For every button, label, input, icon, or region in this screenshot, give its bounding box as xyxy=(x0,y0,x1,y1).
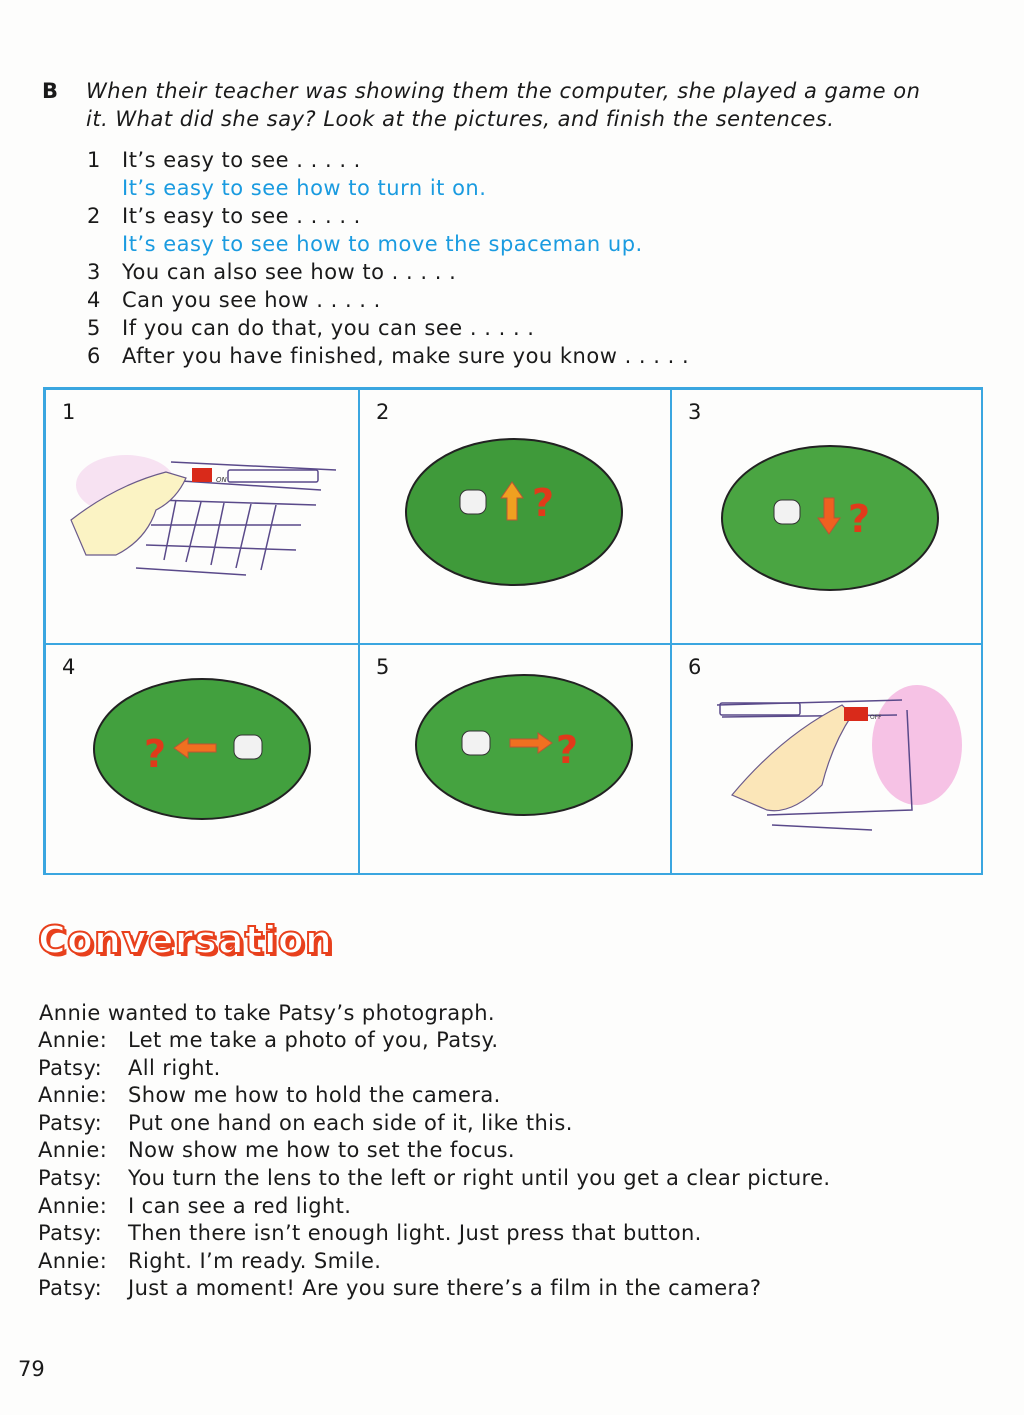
speaker: Patsy: xyxy=(38,1221,103,1246)
panel-number: 6 xyxy=(688,655,702,679)
panel-number: 1 xyxy=(62,400,76,424)
speaker: Annie: xyxy=(38,1138,108,1163)
speaker: Annie: xyxy=(38,1083,108,1108)
line-text: Just a moment! Are you sure there’s a film in the camera? xyxy=(128,1276,762,1301)
item-text: If you can do that, you can see . . . . . xyxy=(122,316,535,340)
instruction-line: When their teacher was showing them the computer, she played a game on xyxy=(86,79,921,103)
item-number: 6 xyxy=(87,344,101,368)
exercise-letter: B xyxy=(42,79,59,103)
page-number: 79 xyxy=(18,1357,45,1381)
on-button xyxy=(192,468,212,482)
line-text: Right. I’m ready. Smile. xyxy=(128,1248,382,1273)
picture-panel-1 xyxy=(45,389,359,644)
line-text: Put one hand on each side of it, like this. xyxy=(128,1110,573,1135)
line-text: Now show me how to set the focus. xyxy=(128,1138,515,1163)
line-text: Then there isn’t enough light. Just press that button. xyxy=(128,1221,702,1246)
conversation-heading: Conversation xyxy=(38,918,333,962)
speaker: Annie: xyxy=(38,1248,108,1273)
picture-panel-4 xyxy=(45,644,359,875)
speaker: Patsy: xyxy=(38,1166,103,1190)
button-label: ON xyxy=(216,476,227,484)
instruction-line: it. What did she say? Look at the pictures, and finish the sentences. xyxy=(86,107,835,131)
line-text: Let me take a photo of you, Patsy. xyxy=(128,1028,499,1052)
item-number: 1 xyxy=(87,148,101,172)
speaker: Patsy: xyxy=(38,1055,103,1080)
speaker: Patsy: xyxy=(38,1110,103,1135)
panel-number: 4 xyxy=(62,655,76,679)
panel-number: 2 xyxy=(376,400,390,424)
off-button xyxy=(844,707,868,721)
conversation-intro: Annie wanted to take Patsy’s photograph. xyxy=(39,1001,495,1025)
picture-panel-3 xyxy=(671,389,983,644)
robot-icon xyxy=(460,490,486,514)
picture-grid xyxy=(43,387,983,875)
panel-number: 3 xyxy=(688,400,702,424)
item-text: After you have finished, make sure you know . . . . . xyxy=(122,344,690,368)
keyboard-hand-illustration xyxy=(46,390,360,645)
line-text: Show me how to hold the camera. xyxy=(128,1083,501,1108)
speaker: Annie: xyxy=(38,1028,108,1052)
item-number: 5 xyxy=(87,316,101,340)
question-mark: ? xyxy=(144,732,167,776)
question-mark: ? xyxy=(848,497,871,541)
item-text: You can also see how to . . . . . xyxy=(122,260,457,284)
picture-panel-5 xyxy=(359,644,671,875)
line-text: You turn the lens to the left or right until you get a clear picture. xyxy=(128,1166,831,1190)
question-mark: ? xyxy=(532,481,555,525)
speaker: Patsy: xyxy=(38,1276,103,1301)
item-text: Can you see how . . . . . xyxy=(122,288,381,312)
item-number: 4 xyxy=(87,288,101,312)
robot-icon xyxy=(774,500,800,524)
item-text: It’s easy to see . . . . . xyxy=(122,148,361,172)
question-mark: ? xyxy=(556,728,579,772)
line-text: I can see a red light. xyxy=(128,1193,352,1218)
item-number: 3 xyxy=(87,260,101,284)
item-text: It’s easy to see . . . . . xyxy=(122,204,361,228)
button-label: OFF xyxy=(870,714,882,721)
item-answer: It’s easy to see how to turn it on. xyxy=(122,176,487,200)
robot-icon xyxy=(462,731,490,755)
picture-panel-6 xyxy=(671,644,983,875)
picture-panel-2 xyxy=(359,389,671,644)
speaker: Annie: xyxy=(38,1193,108,1218)
line-text: All right. xyxy=(128,1055,221,1080)
keyboard-hand-illustration xyxy=(672,645,984,876)
item-number: 2 xyxy=(87,204,101,228)
panel-number: 5 xyxy=(376,655,390,679)
robot-icon xyxy=(234,735,262,759)
item-answer: It’s easy to see how to move the spaceman up. xyxy=(122,232,643,256)
